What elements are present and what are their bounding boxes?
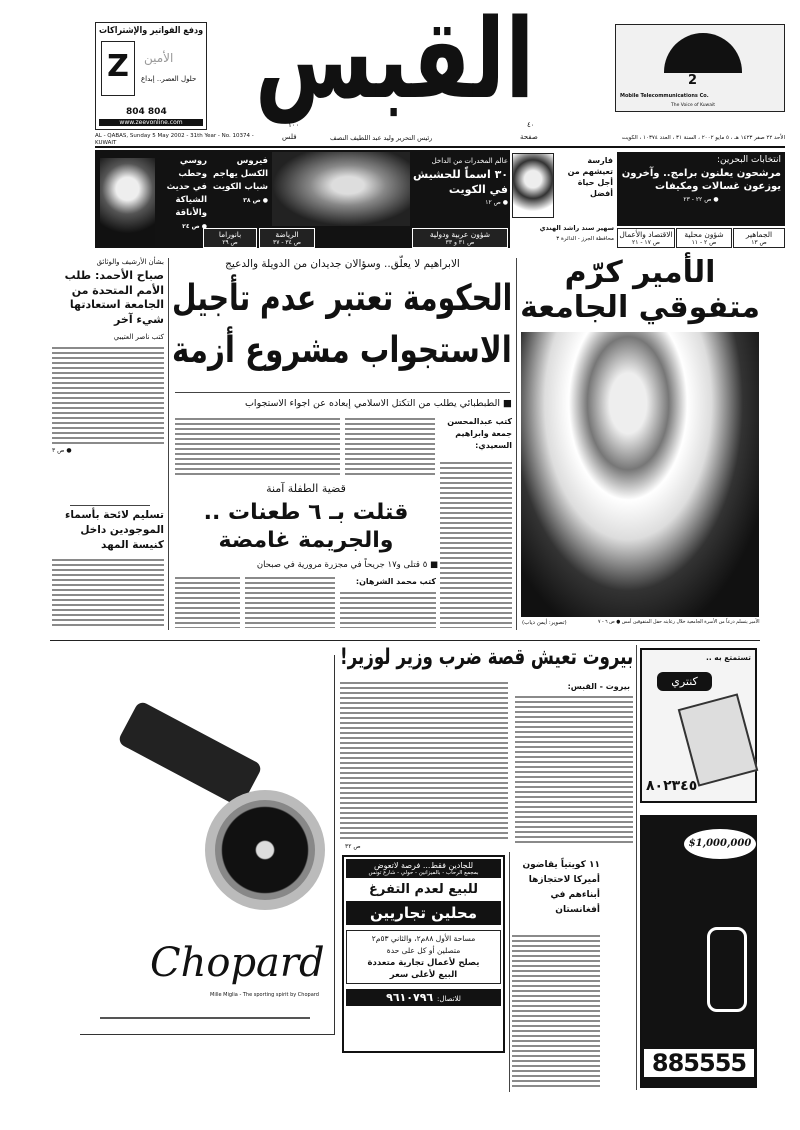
teaser-title: انتخابات البحرين:	[717, 155, 781, 165]
teaser-page: ● ص ١٢	[412, 197, 508, 209]
price-value: ١٠٠	[288, 121, 300, 129]
lead-body-col1	[440, 462, 512, 628]
contact-phone[interactable]: ٩٦١٠٧٩٦	[386, 991, 434, 1004]
section-page: ص ١٣	[751, 239, 767, 246]
shop-ad-line3: للبيع لعدم التفرغ	[369, 882, 478, 897]
lead-body-col3	[175, 418, 340, 478]
lead-kicker: الابراهيم لا يعلّق.. وسؤالان جديدان من الدويلة والدعيج	[225, 258, 460, 270]
price-unit: فلس	[282, 133, 297, 141]
zeev-logo-icon: Z	[101, 41, 135, 96]
contact-label: للاتصال:	[436, 995, 461, 1003]
section-rule	[50, 640, 760, 641]
crime-headline-line2-box[interactable]	[175, 528, 437, 553]
teaser-headline: الكسل يهاجم شباب الكويت	[212, 169, 268, 192]
afghan-headline[interactable]: ١١ كويتياً يقاضون أميركا لاحتجازها أبناءهم في أفغانستان	[522, 860, 600, 915]
dateline-english: AL - QABAS, Sunday 5 May 2002 - 31th Year - No. 10374 - KUWAIT	[95, 133, 254, 146]
teaser-title: روسي وحطب	[178, 156, 207, 179]
telecom-ad[interactable]	[615, 24, 785, 112]
rice-brand-label: كنتري	[657, 672, 712, 691]
crime-headline-line2[interactable]: والجريمة غامضة	[218, 528, 394, 553]
lead-headline-line2[interactable]: الاستجواب مشروع أزمة	[172, 330, 512, 371]
candidate-name: سهير سند راشد الهندي	[539, 224, 614, 232]
teaser-title: فيروس	[236, 156, 268, 166]
section-panorama[interactable]	[203, 228, 257, 248]
section-page: ص ٣٤ - ٣٧	[272, 239, 302, 246]
section-arab-intl[interactable]	[412, 228, 508, 248]
beirut-headline[interactable]: بيروت تعيش قصة ضرب وزير لوزير!	[339, 645, 633, 670]
teaser-drugs[interactable]	[412, 155, 508, 209]
shop-ad-line7: يصلح لأعمال تجارية متعددة	[367, 958, 480, 968]
section-page: ص ٢ - ١١	[691, 239, 717, 246]
lead-headline-line1-box[interactable]	[172, 278, 512, 319]
crime-headline-line1[interactable]: قتلت بـ ٦ طعنات ..	[203, 500, 409, 525]
sidebar-page: ● ص ٣	[52, 447, 164, 454]
crime-kicker: قضية الطفلة آمنة	[266, 482, 346, 495]
crime-subhead	[172, 560, 438, 570]
mobile-prize-ad[interactable]	[640, 815, 757, 1088]
shop-ad-contact	[346, 989, 501, 1006]
photo-credit: (تصوير: أيمن دياب)	[522, 620, 567, 626]
rice-ad-phone: ٨٠٢٣٤٥	[646, 778, 698, 794]
teaser-title: عالم المخدرات من الداخل	[431, 157, 508, 165]
lead-subhead	[172, 398, 512, 409]
crime-body-col3	[175, 577, 240, 628]
sidebar2-headline: تسليم لائحة بأسماء الموجودين داخل كنيسة المهد	[64, 509, 164, 551]
divider	[175, 392, 510, 393]
emir-caption-box	[598, 619, 760, 625]
teaser-virus[interactable]	[210, 155, 268, 207]
sidebar-headline: صباح الأحمد: طلب الأمم المتحدة من الجامعة استعادتها شيء آخر	[64, 269, 164, 326]
sidebar2-article[interactable]	[52, 508, 164, 629]
watch-strap-image	[117, 700, 263, 808]
teaser-fashion[interactable]	[155, 155, 207, 233]
sidebar-byline: كتب ناصر العتيبي	[113, 333, 164, 341]
emir-headline-line2[interactable]: متفوقي الجامعة	[520, 290, 760, 325]
prize-phone: 885555	[644, 1049, 754, 1077]
editor-line: رئيس التحرير وليد عبد اللطيف النصف	[330, 134, 433, 142]
crime-headline-line1-box[interactable]	[175, 500, 437, 525]
divider	[70, 505, 150, 506]
teaser-page: ● ص ٢٢ - ٢٣	[621, 193, 781, 206]
section-local[interactable]	[676, 228, 732, 248]
dealer-line	[100, 1017, 310, 1020]
section-page: ص ٣١ و ٣٣	[445, 239, 475, 246]
teaser-headline: في حديث الشياكة والأناقة	[166, 182, 207, 218]
ad-company: Mobile Telecommunications Co.	[620, 93, 709, 99]
chopard-tagline: Mille Miglia - The sporting spirit by Chopard	[210, 992, 319, 998]
sections-row	[155, 228, 785, 248]
lead-headline-line2-box[interactable]	[172, 330, 512, 371]
column-rule	[636, 645, 637, 1090]
column-rule	[516, 258, 517, 630]
teaser-headline: مرشحون يعلنون برامج.. وآخرون يوزعون غسالات ومكيفات	[621, 168, 781, 192]
teaser-page: ● ص ٣٨	[210, 194, 268, 207]
section-label: بانوراما	[218, 230, 242, 239]
section-label: شؤون عربية ودولية	[429, 230, 491, 239]
shop-ad-line2: بمجمع الرحاب - بالميزانين - حولي - شارع تونس	[368, 870, 479, 876]
gauge-icon	[664, 33, 742, 73]
drug-user-photo	[272, 152, 410, 226]
crime-subhead-text: ٥ قتلى و١٧ جريحاً في مجزرة مرورية في صبحان	[256, 560, 428, 570]
section-public[interactable]	[733, 228, 785, 248]
section-label: الاقتصاد والأعمال	[619, 230, 673, 239]
rice-ad-title: تستمتع به ..	[705, 653, 751, 662]
afghan-body-text	[512, 935, 600, 1090]
beirut-page: ص ٣٢	[345, 843, 361, 850]
sidebar2-body-text	[52, 559, 164, 629]
shop-ad-line6: متصلين أو كل على حدة	[386, 946, 461, 955]
dateline-arabic: الأحد ٢٢ صفر ١٤٢٣ هـ ، ٥ مايو ٢٠٠٢ ، السنة ٣١ ، العدد ١٠٣٧٤ ، الكويت	[621, 135, 785, 141]
newspaper-logo-box	[255, 0, 535, 123]
beirut-body-col1	[515, 696, 633, 846]
sidebar-kicker: بشأن الأرشيف والوثائق	[96, 258, 164, 266]
candidate-district: محافظة الجرز - الدائرة ٣	[556, 236, 614, 242]
ad-tagline: حلول العصر.. إبداع	[141, 75, 197, 83]
emir-photo	[521, 332, 759, 617]
beirut-byline: بيروت - القبس:	[567, 682, 630, 691]
candidate-photo	[512, 153, 554, 218]
lead-subhead-line: ■ الطبطبائي يطلب من التكتل الاسلامي إبعاده عن اجواء الاستجواب	[244, 398, 512, 409]
masthead-rule	[95, 146, 785, 148]
beirut-body-col2	[340, 682, 508, 840]
section-economy[interactable]	[617, 228, 675, 248]
shop-ad-line5: مساحة الأول ٨٨م٢، والثاني ٥٣م٢	[371, 934, 476, 943]
ad-brand: الأمين	[144, 51, 174, 65]
cartoon-phone-icon	[707, 927, 747, 1012]
crime-body-col2	[245, 577, 335, 628]
section-label: شؤون محلية	[684, 230, 724, 239]
column-rule	[509, 852, 510, 1092]
crime-body-col1	[340, 592, 436, 628]
teaser-bahrain[interactable]	[617, 152, 785, 226]
shop-ad-line1: للجادين فقط... فرصة لاتعوض	[373, 861, 474, 870]
crime-byline: كتب محمد الشرهان:	[355, 577, 436, 586]
rice-bag-image	[678, 693, 759, 786]
pages-value: ٤٠	[527, 121, 535, 129]
emir-headline-line1-box[interactable]	[520, 255, 760, 290]
lead-byline: كتب عبدالمحسن جمعة وابراهيم السعيدي:	[447, 417, 512, 450]
lead-headline-line1[interactable]: الحكومة تعتبر عدم تأجيل	[171, 278, 512, 319]
teaser-headline: ٣٠ اسماً للحشيش في الكويت	[413, 168, 508, 196]
lead-subhead-text: الطبطبائي يطلب من التكتل الاسلامي إبعاده عن اجواء الاستجواب	[244, 398, 500, 409]
section-label: الجماهير	[745, 230, 773, 239]
section-page: ص ١٧ - ٢١	[631, 239, 661, 246]
shop-sale-ad[interactable]	[342, 855, 505, 1053]
chopard-watch-ad[interactable]	[80, 655, 335, 1035]
woman-photo	[100, 158, 155, 246]
chopard-logo: Chopard	[150, 940, 325, 986]
shop-ad-line4: محلين تجاريين	[346, 901, 501, 925]
section-label: الرياضة	[275, 230, 299, 239]
watch-face-image	[205, 790, 325, 910]
dateline-arabic-box	[600, 135, 785, 141]
section-page: ص ٢٩	[222, 239, 238, 246]
beirut-headline-box[interactable]	[340, 645, 633, 670]
emir-headline-line2-box[interactable]	[520, 290, 760, 325]
shop-ad-line8: البيع لأعلى سعر	[389, 970, 458, 980]
rice-ad[interactable]	[640, 648, 757, 803]
newspaper-logo: القبس	[255, 0, 535, 123]
ad-number: 2	[688, 73, 698, 88]
emir-caption: الأمير يتسلم درعاً من الأسرة الجامعية خلال رعايته حفل المتفوقين أمس ● ص ٦ - ٧	[598, 619, 760, 625]
ad-phone: 804 804	[126, 107, 167, 117]
prize-amount: $1,000,000	[684, 829, 756, 859]
teaser-page: ● ص ٢٤	[155, 220, 207, 233]
crime-subhead-line: ■ ٥ قتلى و١٧ جريحاً في مجزرة مرورية في صبحان	[256, 560, 438, 570]
lead-body-col2	[345, 418, 435, 478]
ad-url[interactable]: www.zeevonline.com	[99, 119, 203, 126]
emir-headline-line1[interactable]: الأمير كرّم	[564, 255, 716, 290]
ad-title: ودفع الفواتير والإشتراكات	[98, 26, 203, 36]
section-sports[interactable]	[259, 228, 315, 248]
lead-kicker-box	[175, 258, 510, 270]
crime-kicker-box	[175, 482, 437, 495]
candidate-ad-title: فارسة تعيشهم من أجل حياة أفضل	[567, 156, 613, 198]
pages-unit: صفحة	[520, 133, 538, 141]
ad-slogan: The Voice of Kuwait	[671, 103, 716, 108]
